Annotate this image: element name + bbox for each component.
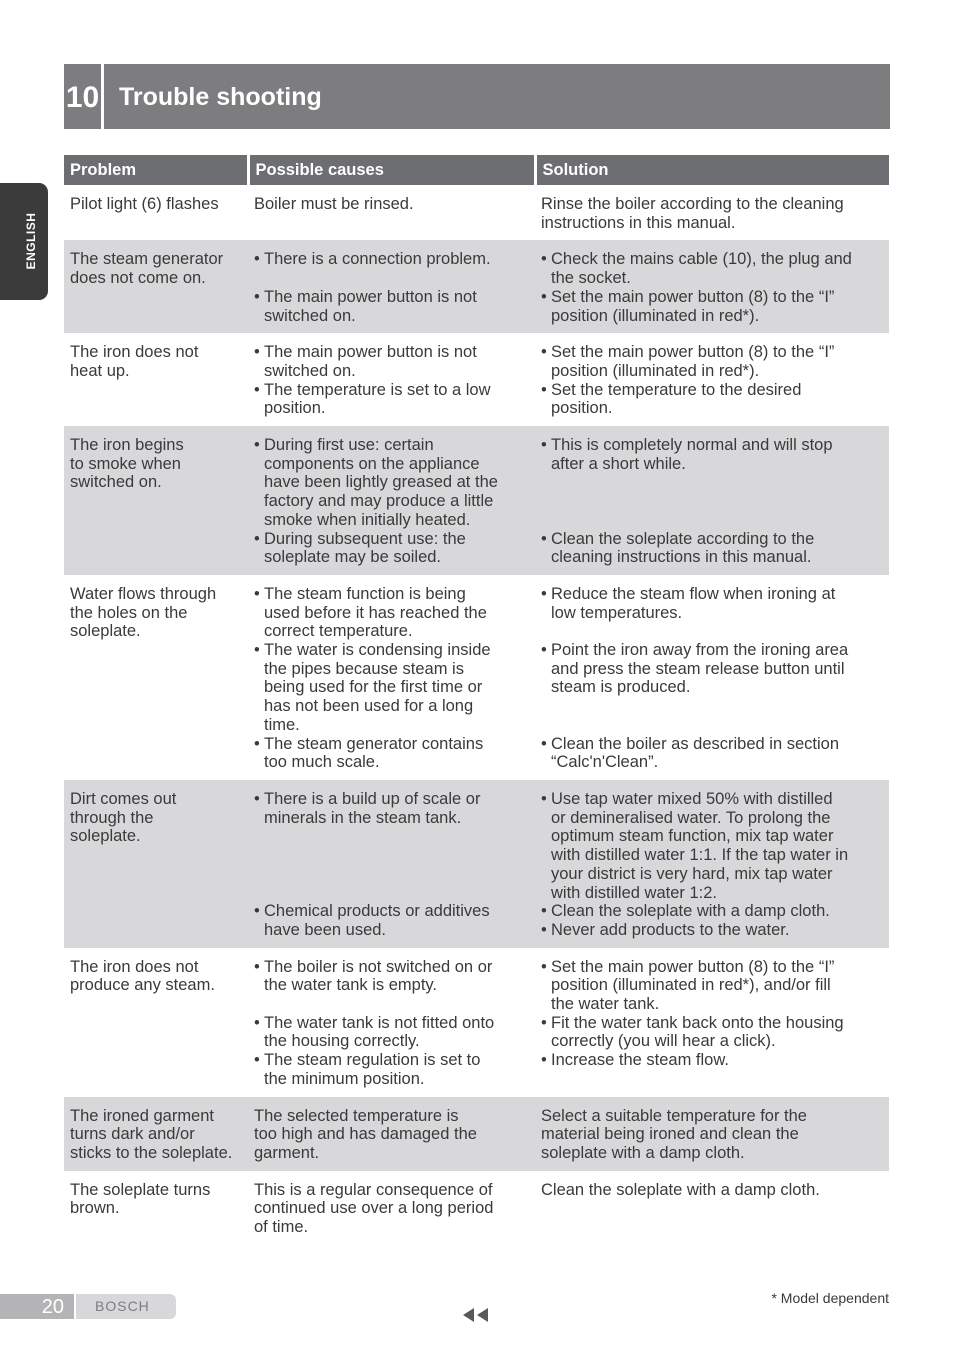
bullet-icon: • bbox=[541, 436, 547, 455]
text-line: Increase the steam flow. bbox=[551, 1051, 729, 1070]
text-line: brown. bbox=[70, 1199, 120, 1218]
solution-cell bbox=[535, 185, 889, 240]
column-header-solution: Solution bbox=[535, 155, 889, 185]
bullet-icon: • bbox=[254, 584, 260, 603]
bullet-item bbox=[254, 958, 529, 995]
text-line: being used for the first time or bbox=[264, 678, 483, 697]
text-line: with distilled water 1:1. If the tap water in bbox=[551, 846, 849, 865]
bullet-item bbox=[254, 1014, 529, 1051]
text-line: smoke when initially heated. bbox=[264, 510, 471, 529]
text-line: garment. bbox=[254, 1143, 320, 1162]
bullet-item bbox=[254, 530, 529, 567]
text-line: Boiler must be rinsed. bbox=[254, 195, 414, 213]
bullet-item bbox=[541, 436, 883, 473]
text-line: has not been used for a long bbox=[264, 697, 474, 716]
spacer bbox=[254, 865, 529, 884]
spacer bbox=[254, 846, 529, 865]
text-line: turns dark and/or bbox=[70, 1125, 195, 1144]
text-line: the holes on the bbox=[70, 603, 188, 622]
bullet-text bbox=[551, 735, 839, 772]
text-line: used before it has reached the bbox=[264, 603, 487, 622]
solution-cell bbox=[535, 240, 889, 333]
table-row bbox=[64, 780, 889, 948]
text-line: Point the iron away from the ironing area bbox=[551, 641, 849, 660]
text-line: Set the main power button (8) to the “I” bbox=[551, 343, 835, 362]
text-line: correct temperature. bbox=[264, 622, 413, 641]
bullet-item bbox=[541, 288, 883, 325]
bullet-icon: • bbox=[541, 902, 547, 921]
bullet-icon: • bbox=[254, 902, 260, 921]
bullet-icon: • bbox=[541, 957, 547, 976]
text-line: Clean the soleplate with a damp cloth. bbox=[551, 902, 830, 921]
text-line: cleaning instructions in this manual. bbox=[551, 548, 812, 567]
text-line: factory and may produce a little bbox=[264, 492, 494, 511]
bullet-text bbox=[264, 381, 491, 418]
text-line: Reduce the steam flow when ironing at bbox=[551, 584, 836, 603]
bullet-icon: • bbox=[541, 1051, 547, 1070]
solution-cell bbox=[535, 426, 889, 575]
table-row bbox=[64, 240, 889, 333]
bullet-item bbox=[254, 250, 529, 269]
text-line: the water tank is empty. bbox=[264, 976, 438, 995]
causes-cell bbox=[248, 185, 535, 240]
bullet-icon: • bbox=[254, 789, 260, 808]
bullet-icon: • bbox=[541, 920, 547, 939]
text-line: produce any steam. bbox=[70, 976, 215, 995]
text-line: does not come on. bbox=[70, 269, 206, 288]
table-row bbox=[64, 185, 889, 240]
footnote: * Model dependent bbox=[771, 1290, 889, 1306]
text-line: to smoke when bbox=[70, 454, 181, 473]
bullet-icon: • bbox=[541, 343, 547, 362]
column-header-causes: Possible causes bbox=[248, 155, 535, 185]
table-row bbox=[64, 1171, 889, 1245]
bullet-text bbox=[264, 530, 466, 567]
causes-cell bbox=[248, 1097, 535, 1171]
bullet-icon: • bbox=[541, 584, 547, 603]
solution-cell bbox=[535, 948, 889, 1097]
bullet-text bbox=[551, 958, 834, 1014]
bullet-text bbox=[551, 530, 814, 567]
bullet-text bbox=[551, 902, 830, 921]
bullet-text bbox=[551, 250, 852, 287]
bullet-text bbox=[551, 585, 835, 622]
bullet-icon: • bbox=[254, 957, 260, 976]
bullet-item bbox=[254, 585, 529, 641]
bullet-icon: • bbox=[254, 287, 260, 306]
text-line: During first use: certain bbox=[264, 436, 434, 455]
bullet-item bbox=[541, 641, 883, 697]
bullet-text bbox=[264, 641, 491, 735]
bullet-icon: • bbox=[254, 380, 260, 399]
text-line: steam is produced. bbox=[551, 678, 691, 697]
text-line: Water flows through bbox=[70, 584, 217, 603]
bullet-icon: • bbox=[541, 287, 547, 306]
text-line: Clean the soleplate according to the bbox=[551, 529, 815, 548]
bullet-item bbox=[254, 735, 529, 772]
text-line: low temperatures. bbox=[551, 603, 683, 622]
bullet-item bbox=[254, 1051, 529, 1088]
bullet-icon: • bbox=[541, 380, 547, 399]
section-number: 10 bbox=[64, 64, 104, 129]
text-line: switched on. bbox=[264, 306, 356, 325]
spacer bbox=[254, 995, 529, 1014]
spacer bbox=[541, 492, 883, 511]
text-line: Set the temperature to the desired bbox=[551, 380, 802, 399]
bullet-text bbox=[264, 585, 487, 641]
text-line: The water tank is not fitted onto bbox=[264, 1013, 495, 1032]
text-line: continued use over a long period bbox=[254, 1199, 494, 1218]
text-line: There is a connection problem. bbox=[264, 250, 491, 269]
bullet-item bbox=[254, 381, 529, 418]
solution-cell bbox=[535, 333, 889, 426]
bullet-icon: • bbox=[254, 641, 260, 660]
text-line: components on the appliance bbox=[264, 454, 480, 473]
problem-cell bbox=[64, 575, 248, 780]
bullet-icon: • bbox=[254, 1051, 260, 1070]
causes-cell bbox=[248, 1171, 535, 1245]
table-header-row bbox=[64, 155, 889, 185]
spacer bbox=[541, 511, 883, 530]
solution-cell bbox=[535, 1171, 889, 1245]
bullet-item bbox=[541, 735, 883, 772]
bullet-text bbox=[264, 735, 483, 772]
text-line: have been used. bbox=[264, 920, 387, 939]
bullet-item bbox=[541, 585, 883, 622]
column-header-problem: Problem bbox=[64, 155, 248, 185]
text-line: The steam function is being bbox=[264, 584, 466, 603]
text-line: instructions in this manual. bbox=[541, 213, 736, 232]
bullet-text bbox=[551, 343, 834, 380]
text-line: and press the steam release button until bbox=[551, 659, 845, 678]
text-line: The steam generator bbox=[70, 250, 224, 269]
bullet-text bbox=[551, 288, 834, 325]
bullet-icon: • bbox=[541, 789, 547, 808]
table-row bbox=[64, 948, 889, 1097]
text-line: Set the main power button (8) to the “I” bbox=[551, 957, 835, 976]
text-line: the minimum position. bbox=[264, 1069, 425, 1088]
text-line: The soleplate turns bbox=[70, 1180, 211, 1199]
text-line: The main power button is not bbox=[264, 343, 477, 362]
double-left-arrow-icon[interactable] bbox=[462, 1308, 490, 1327]
causes-cell bbox=[248, 948, 535, 1097]
text-line: position. bbox=[264, 399, 326, 418]
bullet-text bbox=[264, 250, 491, 269]
text-line: soleplate. bbox=[70, 622, 141, 641]
text-line: the water tank. bbox=[551, 995, 660, 1014]
text-line: The water is condensing inside bbox=[264, 641, 491, 660]
brand-label: BOSCH bbox=[76, 1294, 176, 1319]
text-line: switched on. bbox=[264, 361, 356, 380]
bullet-item bbox=[541, 1051, 883, 1070]
bullet-item bbox=[541, 921, 883, 940]
bullet-text bbox=[264, 436, 498, 530]
solution-cell bbox=[535, 1097, 889, 1171]
bullet-icon: • bbox=[541, 250, 547, 269]
text-line: heat up. bbox=[70, 361, 130, 380]
bullet-icon: • bbox=[541, 529, 547, 548]
text-line: your district is very hard, mix tap water bbox=[551, 864, 833, 883]
bullet-item bbox=[541, 343, 883, 380]
bullet-text bbox=[551, 641, 848, 697]
text-line: During subsequent use: the bbox=[264, 529, 466, 548]
text-line: correctly (you will hear a click). bbox=[551, 1032, 776, 1051]
bullet-icon: • bbox=[254, 734, 260, 753]
text-line: The steam generator contains bbox=[264, 734, 484, 753]
text-line: There is a build up of scale or bbox=[264, 789, 481, 808]
bullet-item bbox=[541, 958, 883, 1014]
causes-cell bbox=[248, 575, 535, 780]
text-line: soleplate with a damp cloth. bbox=[541, 1143, 745, 1162]
text-line: or demineralised water. To prolong the bbox=[551, 808, 831, 827]
text-line: Dirt comes out bbox=[70, 789, 177, 808]
bullet-item bbox=[541, 530, 883, 567]
bullet-icon: • bbox=[541, 1013, 547, 1032]
text-line: soleplate may be soiled. bbox=[264, 548, 442, 567]
text-line: too high and has damaged the bbox=[254, 1125, 477, 1144]
bullet-icon: • bbox=[254, 436, 260, 455]
bullet-item bbox=[254, 641, 529, 735]
text-line: position (illuminated in red*). bbox=[551, 306, 760, 325]
bullet-text bbox=[551, 436, 833, 473]
bullet-text bbox=[264, 958, 492, 995]
table-row bbox=[64, 1097, 889, 1171]
text-line: too much scale. bbox=[264, 753, 380, 772]
causes-cell bbox=[248, 426, 535, 575]
bullet-text bbox=[551, 381, 801, 418]
bullet-item bbox=[254, 902, 529, 939]
text-line: the socket. bbox=[551, 269, 631, 288]
bullet-item bbox=[254, 343, 529, 380]
text-line: This is completely normal and will stop bbox=[551, 436, 833, 455]
text-line: Pilot light (6) flashes bbox=[70, 195, 219, 213]
text-line: of time. bbox=[254, 1218, 309, 1237]
table-row bbox=[64, 426, 889, 575]
spacer bbox=[254, 269, 529, 288]
text-line: Set the main power button (8) to the “I” bbox=[551, 287, 835, 306]
spacer bbox=[541, 716, 883, 735]
bullet-icon: • bbox=[254, 529, 260, 548]
text-line: minerals in the steam tank. bbox=[264, 808, 462, 827]
causes-cell bbox=[248, 780, 535, 948]
text-line: The boiler is not switched on or bbox=[264, 957, 493, 976]
text-line: This is a regular consequence of bbox=[254, 1180, 493, 1199]
bullet-item bbox=[541, 790, 883, 902]
bullet-item bbox=[254, 436, 529, 530]
text-line: after a short while. bbox=[551, 454, 686, 473]
text-line: The iron does not bbox=[70, 343, 199, 362]
bullet-item bbox=[541, 381, 883, 418]
bullet-icon: • bbox=[254, 1013, 260, 1032]
text-line: The iron begins bbox=[70, 436, 184, 455]
section-header bbox=[64, 64, 890, 129]
bullet-text bbox=[264, 288, 477, 325]
problem-cell bbox=[64, 333, 248, 426]
bullet-item bbox=[541, 902, 883, 921]
text-line: position (illuminated in red*). bbox=[551, 361, 760, 380]
table-row bbox=[64, 575, 889, 780]
text-line: The main power button is not bbox=[264, 287, 477, 306]
bullet-icon: • bbox=[254, 250, 260, 269]
bullet-icon: • bbox=[254, 343, 260, 362]
text-line: sticks to the soleplate. bbox=[70, 1143, 233, 1162]
text-line: The ironed garment bbox=[70, 1106, 214, 1125]
bullet-item bbox=[541, 1014, 883, 1051]
bullet-item bbox=[541, 250, 883, 287]
bullet-text bbox=[264, 343, 477, 380]
spacer bbox=[541, 473, 883, 492]
bullet-text bbox=[264, 902, 490, 939]
text-line: soleplate. bbox=[70, 827, 141, 846]
bullet-text bbox=[264, 790, 480, 827]
text-line: with distilled water 1:2. bbox=[551, 883, 717, 902]
text-line: Clean the soleplate with a damp cloth. bbox=[541, 1180, 820, 1199]
solution-cell bbox=[535, 780, 889, 948]
problem-cell bbox=[64, 185, 248, 240]
text-line: The temperature is set to a low bbox=[264, 380, 491, 399]
page-number: 20 bbox=[0, 1294, 74, 1319]
bullet-icon: • bbox=[541, 734, 547, 753]
problem-cell bbox=[64, 240, 248, 333]
problem-cell bbox=[64, 780, 248, 948]
text-line: The selected temperature is bbox=[254, 1106, 459, 1125]
text-line: The iron does not bbox=[70, 957, 199, 976]
table-row bbox=[64, 333, 889, 426]
solution-cell bbox=[535, 575, 889, 780]
troubleshooting-table bbox=[64, 155, 889, 1245]
bullet-text bbox=[264, 1051, 480, 1088]
text-line: The steam regulation is set to bbox=[264, 1051, 481, 1070]
bullet-text bbox=[551, 790, 848, 902]
text-line: Check the mains cable (10), the plug and bbox=[551, 250, 852, 269]
text-line: the housing correctly. bbox=[264, 1032, 420, 1051]
text-line: Fit the water tank back onto the housing bbox=[551, 1013, 844, 1032]
text-line: Clean the boiler as described in section bbox=[551, 734, 840, 753]
problem-cell bbox=[64, 1171, 248, 1245]
problem-cell bbox=[64, 948, 248, 1097]
bullet-item bbox=[254, 790, 529, 827]
text-line: time. bbox=[264, 715, 300, 734]
problem-cell bbox=[64, 1097, 248, 1171]
language-tab-label: ENGLISH bbox=[24, 212, 38, 270]
text-line: “Calc'n'Clean”. bbox=[551, 753, 659, 772]
text-line: Use tap water mixed 50% with distilled bbox=[551, 789, 833, 808]
spacer bbox=[541, 622, 883, 641]
text-line: position. bbox=[551, 399, 613, 418]
causes-cell bbox=[248, 333, 535, 426]
bullet-text bbox=[551, 1014, 844, 1051]
text-line: optimum steam function, mix tap water bbox=[551, 827, 834, 846]
bullet-text bbox=[551, 1051, 729, 1070]
text-line: Select a suitable temperature for the bbox=[541, 1106, 807, 1125]
text-line: position (illuminated in red*), and/or fill bbox=[551, 976, 831, 995]
spacer bbox=[254, 827, 529, 846]
text-line: material being ironed and clean the bbox=[541, 1125, 799, 1144]
text-line: the pipes because steam is bbox=[264, 659, 464, 678]
spacer bbox=[254, 883, 529, 902]
text-line: through the bbox=[70, 808, 154, 827]
bullet-text bbox=[551, 921, 789, 940]
text-line: Never add products to the water. bbox=[551, 920, 790, 939]
causes-cell bbox=[248, 240, 535, 333]
bullet-text bbox=[264, 1014, 494, 1051]
text-line: Chemical products or additives bbox=[264, 902, 490, 921]
text-line: Rinse the boiler according to the cleaning bbox=[541, 195, 844, 213]
bullet-item bbox=[254, 288, 529, 325]
text-line: have been lightly greased at the bbox=[264, 473, 498, 492]
spacer bbox=[541, 697, 883, 716]
text-line: switched on. bbox=[70, 473, 162, 492]
bullet-icon: • bbox=[541, 641, 547, 660]
page-title: Trouble shooting bbox=[119, 83, 322, 111]
problem-cell bbox=[64, 426, 248, 575]
